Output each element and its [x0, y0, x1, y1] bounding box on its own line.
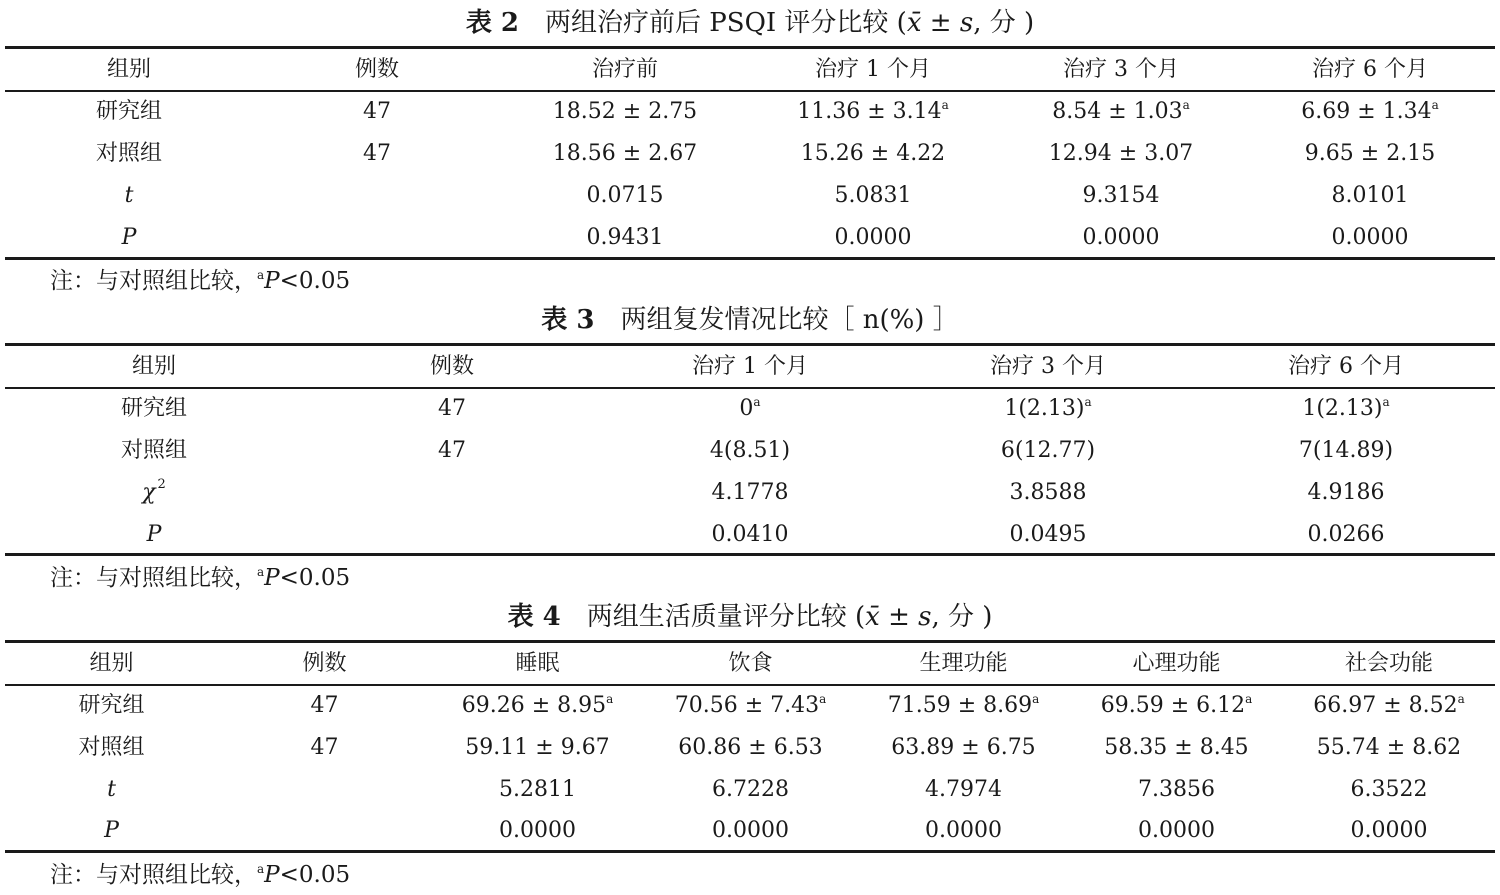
table4-cell: 4.7974	[925, 777, 1002, 802]
table3-header: 治疗 6 个月	[1288, 354, 1404, 379]
table4-value: 66.97 ± 8.52	[1313, 693, 1458, 718]
table3-header: 例数	[429, 354, 474, 379]
table3-cell	[303, 472, 601, 514]
table4-cell	[857, 685, 1070, 727]
table4-caption	[0, 602, 1500, 632]
table3-cell: P	[146, 522, 162, 547]
table2-cell	[1245, 91, 1495, 133]
table3-header: 组别	[131, 354, 176, 379]
table2-cell: 18.52 ± 2.75	[552, 99, 698, 124]
table4-cell: 0.0000	[499, 818, 576, 843]
table2-title-pm: ±	[921, 8, 960, 38]
table3-note	[50, 563, 350, 593]
table2-cell	[997, 91, 1245, 133]
table4-cell: 55.74 ± 8.62	[1316, 735, 1462, 760]
table2-title-xbar: x̄	[906, 8, 922, 38]
table2-cell: 12.94 ± 3.07	[1048, 141, 1194, 166]
table3-cell: 0.0266	[1307, 522, 1385, 547]
table4-cell: 60.86 ± 6.53	[678, 735, 823, 760]
table4-cell: 7.3856	[1138, 777, 1215, 802]
note-p: P	[264, 862, 280, 888]
table4-cell: 0.0000	[712, 818, 789, 843]
table4-cell: 58.35 ± 8.45	[1104, 735, 1249, 760]
table4-number: 表 4	[507, 602, 561, 632]
table3-caption	[0, 305, 1500, 335]
table2-header: 治疗前	[591, 57, 658, 82]
table-row	[5, 685, 1495, 727]
table4-cell: t	[107, 777, 116, 802]
table2-caption	[0, 8, 1500, 38]
table4-cell: 研究组	[78, 693, 145, 718]
table3-cell: 0.0495	[1009, 522, 1087, 547]
table2-cell: 5.0831	[834, 183, 912, 208]
table4-header: 例数	[302, 651, 347, 676]
table2-cell: 0.0000	[1331, 225, 1409, 250]
table2-cell: 47	[363, 141, 391, 166]
table4-cell: 47	[310, 693, 339, 718]
table-row	[5, 388, 1495, 430]
table4-cell	[644, 685, 857, 727]
table3-cell: 47	[438, 438, 466, 463]
significance-mark: a	[1382, 395, 1390, 409]
table2-bottom-rule	[5, 257, 1495, 260]
table2-cell: 0.0000	[1082, 225, 1160, 250]
note-rest: <0.05	[279, 565, 351, 591]
table2-cell: 9.3154	[1082, 183, 1160, 208]
table2-header: 治疗 3 个月	[1063, 57, 1179, 82]
table4-cell: 对照组	[78, 735, 145, 760]
table4-cell	[1283, 685, 1495, 727]
table4-header: 生理功能	[919, 651, 1008, 676]
table3-cell: 研究组	[120, 396, 187, 421]
table2-cell: 0.0000	[834, 225, 912, 250]
table4-cell: 47	[310, 735, 339, 760]
note-p: P	[264, 268, 280, 294]
table-row	[5, 175, 1495, 217]
note-sup: a	[257, 268, 265, 282]
note-sup: a	[257, 565, 265, 579]
table2-header: 组别	[106, 57, 151, 82]
table3-number: 表 3	[541, 305, 595, 335]
table4-header: 组别	[89, 651, 134, 676]
table4-cell	[218, 810, 431, 852]
table4-cell: 6.3522	[1350, 777, 1428, 802]
table4-cell: P	[104, 818, 119, 843]
table2-cell: 9.65 ± 2.15	[1304, 141, 1436, 166]
table-row	[5, 727, 1495, 769]
table4-cell: 63.89 ± 6.75	[891, 735, 1036, 760]
table3-cell: 对照组	[120, 438, 187, 463]
table3-bottom-rule	[5, 553, 1495, 556]
note-p: P	[264, 565, 280, 591]
table4-header-row	[5, 643, 1495, 685]
chi-square-sup: 2	[157, 477, 166, 492]
table4-header: 心理功能	[1132, 651, 1221, 676]
table2-cell: 0.0715	[586, 183, 664, 208]
table3-cell: 47	[438, 396, 466, 421]
table-row	[5, 217, 1495, 259]
table2-cell: 18.56 ± 2.67	[552, 141, 698, 166]
note-prefix: 注：与对照组比较，	[50, 862, 257, 888]
significance-mark: a	[819, 692, 827, 706]
significance-mark: a	[1182, 98, 1190, 112]
table2-cell: 15.26 ± 4.22	[800, 141, 946, 166]
table2-cell: 对照组	[95, 141, 162, 166]
table-row	[5, 91, 1495, 133]
table-row	[5, 810, 1495, 852]
table2-cell: t	[124, 183, 134, 208]
table-row	[5, 514, 1495, 556]
table2-header: 治疗 6 个月	[1312, 57, 1428, 82]
table3-header: 治疗 3 个月	[990, 354, 1106, 379]
table4-cell: 0.0000	[1350, 818, 1428, 843]
table3-cell	[601, 388, 899, 430]
table4-value: 70.56 ± 7.43	[674, 693, 820, 718]
table2-value: 11.36 ± 3.14	[797, 99, 942, 124]
table2-number: 表 2	[465, 8, 519, 38]
table3-header-row	[5, 346, 1495, 388]
table4-value: 69.26 ± 8.95	[461, 693, 607, 718]
table4-header: 睡眠	[515, 651, 560, 676]
table2-title-post: , 分 )	[973, 8, 1035, 38]
chi-symbol: χ	[142, 480, 156, 505]
table4-cell: 6.7228	[712, 777, 789, 802]
table3-cell: 4(8.51)	[709, 438, 791, 463]
table3-value: 1(2.13)	[1004, 396, 1085, 421]
note-prefix: 注：与对照组比较，	[50, 268, 257, 294]
table3-cell: 4.9186	[1307, 480, 1385, 505]
table2-title-s: s	[959, 8, 974, 38]
table4-value: 69.59 ± 6.12	[1100, 693, 1246, 718]
table2-cell: 0.9431	[586, 225, 664, 250]
significance-mark: a	[1431, 98, 1439, 112]
note-rest: <0.05	[279, 862, 351, 888]
table3-value: 0	[739, 396, 754, 421]
table4-cell	[1070, 685, 1283, 727]
table4-value: 71.59 ± 8.69	[887, 693, 1033, 718]
table3-cell: 7(14.89)	[1298, 438, 1394, 463]
table4-title-pre: 两组生活质量评分比较 (	[586, 602, 866, 632]
table2-cell: 47	[363, 99, 391, 124]
table2-header: 例数	[354, 57, 399, 82]
significance-mark: a	[941, 98, 949, 112]
table4-note	[50, 860, 350, 890]
table4-bottom-rule	[5, 850, 1495, 853]
significance-mark: a	[1032, 692, 1040, 706]
table3-title: 两组复发情况比较［ n(%) ］	[620, 305, 959, 335]
table-row	[5, 769, 1495, 811]
table3-cell: 6(12.77)	[1000, 438, 1096, 463]
table4-cell	[431, 685, 644, 727]
table3-cell: 3.8588	[1009, 480, 1087, 505]
significance-mark: a	[1084, 395, 1092, 409]
table2-note	[50, 266, 350, 296]
table3-cell: 0.0410	[711, 522, 789, 547]
table4-cell: 0.0000	[925, 818, 1002, 843]
significance-mark: a	[753, 395, 761, 409]
table3-cell	[5, 472, 303, 514]
table4-cell	[218, 769, 431, 811]
table3-cell	[899, 388, 1197, 430]
table4-header: 社会功能	[1344, 651, 1433, 676]
table2-cell: 研究组	[95, 99, 162, 124]
table2-value: 8.54 ± 1.03	[1052, 99, 1183, 124]
table-row	[5, 430, 1495, 472]
table4-cell: 0.0000	[1138, 818, 1215, 843]
table2-value: 6.69 ± 1.34	[1301, 99, 1432, 124]
table2-cell	[253, 175, 501, 217]
table4-cell: 5.2811	[499, 777, 576, 802]
table2-cell	[253, 217, 501, 259]
table3-cell: 4.1778	[711, 480, 789, 505]
table2-header: 治疗 1 个月	[815, 57, 931, 82]
table2-title-pre: 两组治疗前后 PSQI 评分比较 (	[545, 8, 907, 38]
significance-mark: a	[1245, 692, 1253, 706]
table4-title-post: , 分 )	[931, 602, 993, 632]
table3-cell	[1197, 388, 1495, 430]
note-sup: a	[257, 862, 265, 876]
table-row	[5, 472, 1495, 514]
table2-header-row	[5, 49, 1495, 91]
significance-mark: a	[606, 692, 614, 706]
table4-title-pm: ±	[879, 602, 919, 632]
table4-header: 饮食	[728, 651, 773, 676]
table3-cell	[303, 514, 601, 556]
table2-cell: P	[121, 225, 137, 250]
table2-cell: 8.0101	[1331, 183, 1409, 208]
note-rest: <0.05	[279, 268, 351, 294]
significance-mark: a	[1457, 692, 1465, 706]
table3-value: 1(2.13)	[1302, 396, 1383, 421]
table2-cell	[749, 91, 997, 133]
note-prefix: 注：与对照组比较，	[50, 565, 257, 591]
table4-title-s: s	[918, 602, 932, 632]
table-row	[5, 133, 1495, 175]
table3-header: 治疗 1 个月	[692, 354, 808, 379]
table4-title-xbar: x̄	[865, 602, 880, 632]
table4-cell: 59.11 ± 9.67	[465, 735, 610, 760]
